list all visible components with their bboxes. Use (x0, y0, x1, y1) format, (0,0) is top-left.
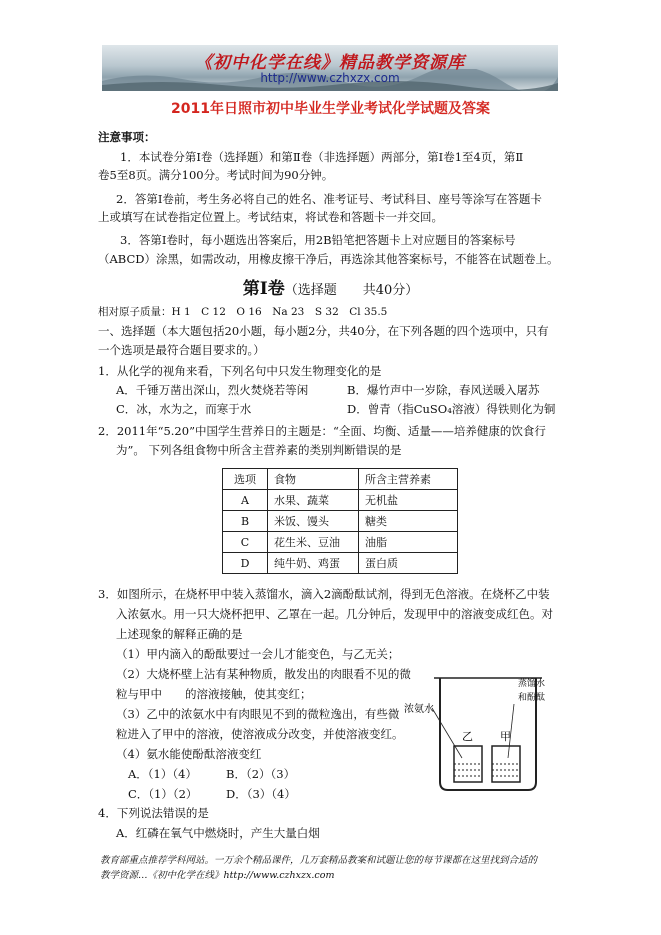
question-2-line: 为”。 下列各组食物中所含主营养素的类别判断错误的是 (116, 443, 402, 457)
figure-label-ammonia: 浓氨水 (404, 704, 434, 715)
atomic-mass-line: 相对原子质量：H 1 C 12 O 16 Na 23 S 32 Cl 35.5 (98, 306, 388, 318)
table-cell: 米饭、馒头 (268, 511, 359, 532)
table-cell: A (223, 490, 268, 511)
question-2-line: 2．2011年“5.20”中国学生营养日的主题是：“全面、均衡、适量——培养健康的饮食行 (98, 424, 546, 438)
question-4-option-a: A．红磷在氧气中燃烧时，产生大量白烟 (116, 826, 320, 840)
question-3-line: （4）氨水能使酚酞溶液变红 (116, 747, 262, 761)
question-3-line: 入浓氨水。用一只大烧杯把甲、乙罩在一起。几分钟后，发现甲中的溶液变成红色。对 (116, 607, 553, 621)
question-3-line: （3）乙中的浓氨水中有肉眼见不到的微粒逸出，有些微 (116, 707, 400, 721)
question-4-stem: 4．下列说法错误的是 (98, 806, 209, 820)
banner-title: 《初中化学在线》精品教学资源库 (195, 53, 465, 73)
notice-line: 卷5至8页。满分100分。考试时间为90分钟。 (98, 168, 334, 182)
notice-line: 3．答第Ⅰ卷时，每小题选出答案后，用2B铅笔把答题卡上对应题目的答案标号 (120, 233, 516, 247)
table-cell: 纯牛奶、鸡蛋 (268, 553, 359, 574)
table-cell: 无机盐 (359, 490, 458, 511)
table-row (223, 532, 458, 553)
section-instruction: 一、选择题（本大题包括20小题，每小题2分，共40分，在下列各题的四个选项中，只有 (98, 324, 549, 338)
table-row (223, 553, 458, 574)
table-cell: 水果、蔬菜 (268, 490, 359, 511)
question-3-line: （2）大烧杯壁上沾有某种物质，散发出的肉眼看不见的微 (116, 667, 411, 681)
footer-line: 教育部重点推荐学科网站。一万余个精品课件，几万套精品教案和试题让您的每节课都在这里找到合适的 (100, 855, 538, 866)
table-cell: D (223, 553, 268, 574)
document-title: 2011年日照市初中毕业生学业考试化学试题及答案 (171, 101, 490, 117)
table-row (223, 490, 458, 511)
table-cell: 花生米、豆油 (268, 532, 359, 553)
header-banner (102, 45, 558, 91)
beaker-experiment-figure (404, 670, 564, 794)
question-1-option-b: B．爆竹声中一岁除，春风送暖入屠苏 (347, 383, 540, 397)
figure-label-phenolphthalein: 和酚酞 (518, 693, 546, 703)
volume-sub: （选择题 共40分） (284, 283, 419, 298)
volume-heading (0, 274, 661, 299)
table-header: 食物 (268, 469, 359, 490)
nutrient-table (222, 468, 458, 574)
figure-label-beaker-jia: 甲 (500, 730, 511, 743)
question-3-option-c: C．（1）（2） (128, 787, 198, 801)
figure-label-beaker-yi: 乙 (462, 730, 473, 743)
table-header: 选项 (223, 469, 268, 490)
notice-line: 2．答第Ⅰ卷前，考生务必将自己的姓名、准考证号、考试科目、座号等涂写在答题卡 (116, 192, 542, 206)
table-cell: C (223, 532, 268, 553)
notice-line: （ABCD）涂黑，如需改动，用橡皮擦干净后，再选涂其他答案标号，不能答在试题卷上。 (98, 252, 559, 266)
question-3-line: 3．如图所示，在烧杯甲中装入蒸馏水，滴入2滴酚酞试剂，得到无色溶液。在烧杯乙中装 (98, 587, 550, 601)
figure-label-water: 蒸馏水 (518, 679, 546, 689)
table-cell: 油脂 (359, 532, 458, 553)
table-cell: 蛋白质 (359, 553, 458, 574)
question-1-option-a: A．千锤万凿出深山，烈火焚烧若等闲 (116, 383, 309, 397)
banner-url-link[interactable]: http://www.czhxzx.com (260, 71, 400, 85)
notice-line: 上或填写在试卷指定位置上。考试结束，将试卷和答题卡一并交回。 (98, 210, 443, 224)
notice-line: 1．本试卷分第Ⅰ卷（选择题）和第Ⅱ卷（非选择题）两部分，第Ⅰ卷1至4页，第Ⅱ (120, 150, 524, 164)
question-3-line: 上述现象的解释正确的是 (116, 627, 243, 641)
section-instruction: 一个选项是最符合题目要求的。） (98, 343, 265, 357)
question-3-option-a: A．（1）（4） (128, 767, 197, 781)
question-3-option-b: B．（2）（3） (226, 767, 296, 781)
question-3-option-d: D．（3）（4） (226, 787, 296, 801)
table-header-row (223, 469, 458, 490)
table-row (223, 511, 458, 532)
question-1-stem: 1．从化学的视角来看，下列名句中只发生物理变化的是 (98, 364, 382, 378)
notice-heading: 注意事项： (98, 130, 156, 144)
table-header: 所含主营养素 (359, 469, 458, 490)
question-3-line: （1）甲内滴入的酚酞要过一会儿才能变色，与乙无关； (116, 647, 400, 661)
question-1-option-d: D．曾青（指CuSO₄溶液）得铁则化为铜 (347, 402, 556, 416)
page-footer (100, 853, 580, 883)
volume-main: 第Ⅰ卷 (242, 279, 285, 299)
question-3-line: 粒与甲中 的溶液接触，使其变红； (116, 687, 312, 701)
question-3-line: 粒进入了甲中的溶液，使溶液成分改变，并使溶液变红。 (116, 727, 404, 741)
question-1-option-c: C．冰，水为之，而寒于水 (116, 402, 252, 416)
footer-line: 教学资源…《初中化学在线》http://www.czhxzx.com (100, 870, 335, 881)
table-cell: 糖类 (359, 511, 458, 532)
table-cell: B (223, 511, 268, 532)
